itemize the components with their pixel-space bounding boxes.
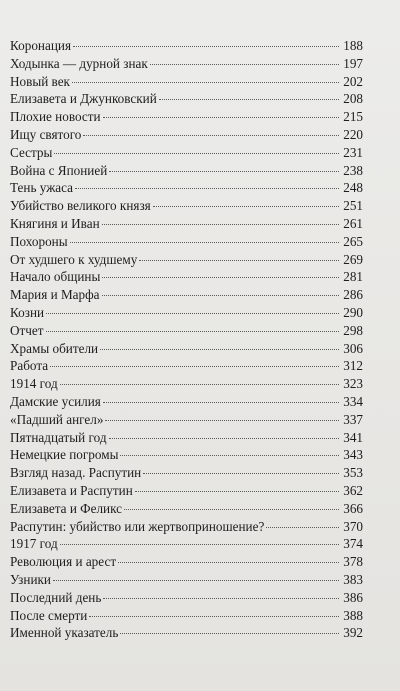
toc-entry (10, 251, 363, 269)
dot-leader (120, 455, 339, 456)
dot-leader (70, 242, 339, 243)
dot-leader (53, 580, 339, 581)
toc-entry (10, 589, 363, 607)
toc-entry-title: Княгиня и Иван (10, 215, 100, 231)
toc-entry (10, 197, 363, 215)
toc-entry-title: Революция и арест (10, 554, 117, 570)
toc-entry-page: 261 (343, 215, 363, 231)
toc-entry-page: 386 (343, 589, 363, 605)
dot-leader (89, 616, 339, 617)
dot-leader (103, 598, 339, 599)
dot-leader (75, 188, 339, 189)
toc-entry-title: Отчет (10, 322, 44, 338)
toc-entry (10, 304, 363, 322)
dot-leader (73, 46, 339, 47)
toc-entry-title: Работа (10, 358, 49, 374)
toc-entry-title: Начало общины (10, 269, 101, 285)
toc-entry (10, 126, 363, 144)
toc-entry-page: 362 (343, 482, 363, 498)
toc-entry-page: 323 (343, 376, 363, 392)
toc-entry-title: Похороны (10, 233, 68, 249)
toc-entry-title: Новый век (10, 73, 70, 89)
toc-entry (10, 286, 363, 304)
toc-entry (10, 464, 363, 482)
dot-leader (139, 260, 339, 261)
dot-leader (103, 117, 339, 118)
toc-entry-page: 197 (343, 55, 363, 71)
toc-entry-title: Убийство великого князя (10, 198, 151, 214)
toc-entry (10, 482, 363, 500)
toc-entry (10, 73, 363, 91)
toc-entry (10, 90, 363, 108)
dot-leader (83, 135, 339, 136)
toc-entry-title: Елизавета и Распутин (10, 482, 133, 498)
dot-leader (109, 171, 339, 172)
toc-entry-page: 286 (343, 287, 363, 303)
toc-entry-title: Храмы обители (10, 340, 99, 356)
toc-entry-title: Коронация (10, 38, 72, 53)
dot-leader (143, 473, 339, 474)
toc-entry-title: Елизавета и Джунковский (10, 91, 157, 107)
toc-entry (10, 553, 363, 571)
dot-leader (102, 295, 339, 296)
toc-entry-title: 1914 год (10, 376, 58, 392)
toc-entry-page: 208 (343, 91, 363, 107)
toc-entry-page: 269 (343, 251, 363, 267)
toc-entry (10, 411, 363, 429)
toc-entry (10, 233, 363, 251)
dot-leader (46, 331, 339, 332)
toc-entry-title: Дамские усилия (10, 393, 101, 409)
toc-entry (10, 624, 363, 642)
toc-entry-page: 341 (343, 429, 363, 445)
dot-leader (120, 633, 339, 634)
dot-leader (102, 224, 339, 225)
table-of-contents (10, 37, 363, 642)
toc-entry (10, 162, 363, 180)
dot-leader (109, 438, 339, 439)
dot-leader (153, 206, 339, 207)
toc-entry (10, 268, 363, 286)
dot-leader (60, 384, 339, 385)
toc-entry-title: Распутин: убийство или жертвоприношение? (10, 518, 265, 534)
toc-entry-page: 383 (343, 571, 363, 587)
toc-entry (10, 322, 363, 340)
toc-entry-page: 374 (343, 536, 363, 552)
toc-entry (10, 55, 363, 73)
toc-entry-page: 231 (343, 144, 363, 160)
toc-entry-page: 388 (343, 607, 363, 623)
toc-entry-title: Плохие новости (10, 109, 101, 125)
toc-entry-page: 281 (343, 269, 363, 285)
dot-leader (50, 366, 339, 367)
toc-entry (10, 607, 363, 625)
toc-entry-page: 378 (343, 554, 363, 570)
toc-entry (10, 144, 363, 162)
toc-entry-title: Ходынка — дурной знак (10, 55, 148, 71)
toc-entry (10, 108, 363, 126)
toc-entry-page: 306 (343, 340, 363, 356)
toc-entry-page: 366 (343, 500, 363, 516)
toc-entry-page: 202 (343, 73, 363, 89)
dot-leader (46, 313, 339, 314)
toc-entry (10, 340, 363, 358)
toc-entry-title: Немецкие погромы (10, 447, 119, 463)
toc-entry-title: Козни (10, 304, 45, 320)
toc-entry (10, 179, 363, 197)
toc-entry (10, 446, 363, 464)
dot-leader (60, 544, 339, 545)
dot-leader (100, 349, 339, 350)
toc-entry-title: После смерти (10, 607, 88, 623)
toc-entry-page: 238 (343, 162, 363, 178)
toc-entry-page: 220 (343, 126, 363, 142)
toc-entry (10, 393, 363, 411)
toc-entry-title: Последний день (10, 589, 102, 605)
toc-entry-page: 337 (343, 411, 363, 427)
dot-leader (72, 82, 339, 83)
dot-leader (103, 402, 339, 403)
dot-leader (54, 153, 339, 154)
toc-entry-page: 392 (343, 625, 363, 641)
toc-entry (10, 375, 363, 393)
toc-entry-page: 312 (343, 358, 363, 374)
toc-entry-title: Сестры (10, 144, 53, 160)
toc-entry-page: 353 (343, 465, 363, 481)
toc-entry (10, 429, 363, 447)
toc-entry-title: 1917 год (10, 536, 58, 552)
dot-leader (135, 491, 339, 492)
toc-entry (10, 357, 363, 375)
toc-entry-title: «Падший ангел» (10, 411, 104, 427)
toc-entry-page: 215 (343, 109, 363, 125)
dot-leader (118, 562, 339, 563)
toc-entry-title: От худшего к худшему (10, 251, 138, 267)
toc-entry-page: 248 (343, 180, 363, 196)
toc-entry (10, 535, 363, 553)
toc-entry-title: Война с Японией (10, 162, 108, 178)
dot-leader (124, 509, 339, 510)
toc-entry-page: 334 (343, 393, 363, 409)
toc-entry-page: 188 (343, 38, 363, 53)
toc-entry-title: Узники (10, 571, 51, 587)
dot-leader (159, 99, 339, 100)
dot-leader (150, 64, 339, 65)
toc-entry-title: Тень ужаса (10, 180, 74, 196)
toc-entry-page: 343 (343, 447, 363, 463)
toc-entry (10, 571, 363, 589)
toc-entry-title: Именной указатель (10, 625, 119, 641)
toc-entry-title: Взгляд назад. Распутин (10, 465, 142, 481)
dot-leader (266, 527, 339, 528)
toc-entry-page: 290 (343, 304, 363, 320)
toc-entry (10, 215, 363, 233)
toc-entry-page: 298 (343, 322, 363, 338)
toc-entry-title: Елизавета и Феликс (10, 500, 123, 516)
toc-entry-page: 251 (343, 198, 363, 214)
dot-leader (105, 420, 339, 421)
toc-entry-page: 265 (343, 233, 363, 249)
toc-entry-title: Пятнадцатый год (10, 429, 107, 445)
toc-entry (10, 500, 363, 518)
toc-entry (10, 518, 363, 536)
toc-entry-page: 370 (343, 518, 363, 534)
toc-entry-title: Мария и Марфа (10, 287, 100, 303)
toc-entry-title: Ищу святого (10, 126, 82, 142)
toc-entry (10, 37, 363, 55)
dot-leader (102, 277, 339, 278)
